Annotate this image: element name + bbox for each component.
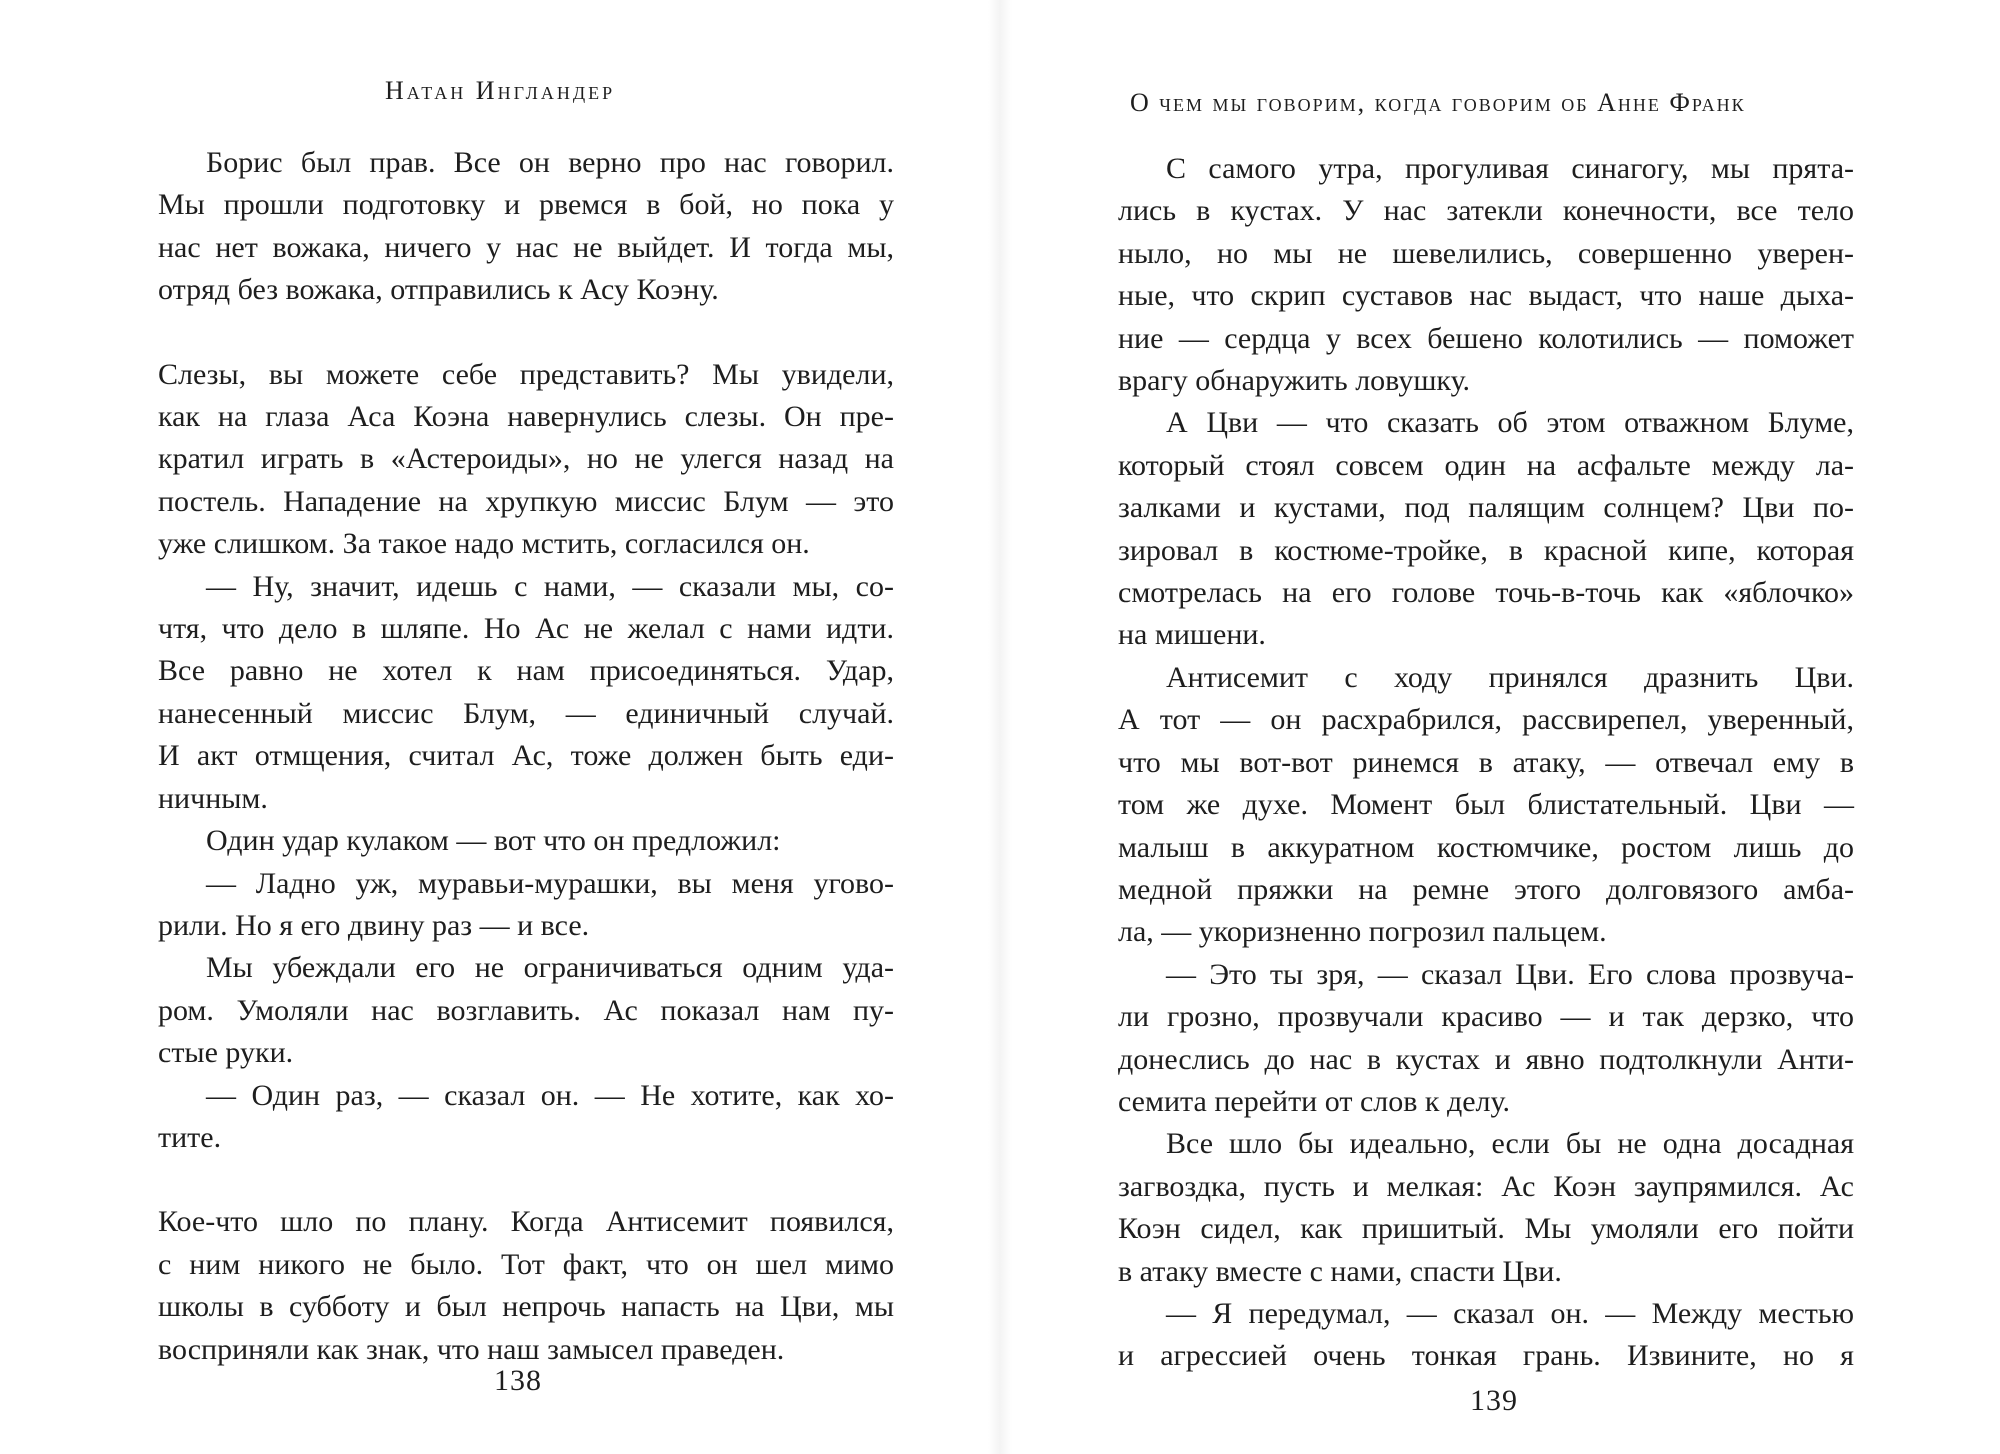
text-line: отряд без вожака, отправились к Асу Коэну. (158, 273, 719, 307)
left-page-text (158, 142, 894, 1371)
text-line: Слезы, вы можете себе представить? Мы увидели, (158, 357, 894, 391)
book-gutter (988, 0, 1012, 1454)
text-line: тите. (158, 1120, 222, 1154)
text-line: загвоздка, пусть и мелкая: Ас Коэн заупрямился. Ас (1118, 1169, 1854, 1203)
text-line: том же духе. Момент был блистательный. Цви — (1118, 788, 1854, 822)
text-line: Мы прошли подготовку и рвемся в бой, но пока у (158, 188, 894, 222)
text-line: с ним никого не было. Тот факт, что он шел мимо (158, 1247, 894, 1281)
text-line: школы в субботу и был непрочь напасть на Цви, мы (158, 1290, 894, 1324)
text-line: залками и кустами, под палящим солнцем? Цви по- (1118, 491, 1854, 525)
text-line: в атаку вместе с нами, спасти Цви. (1118, 1254, 1562, 1288)
text-line: С самого утра, прогуливая синагогу, мы прята- (1166, 152, 1854, 185)
left-page-number: 138 (494, 1364, 542, 1397)
right-page-text (1118, 148, 1854, 1378)
text-line: и агрессией очень тонкая грань. Извините, но я (1118, 1339, 1854, 1373)
text-line: кратил играть в «Астероиды», но не улегся назад на (158, 442, 894, 476)
right-page-number: 139 (1470, 1384, 1518, 1417)
section-break (158, 312, 894, 354)
text-line: медной пряжки на ремне этого долговязого амба- (1118, 872, 1854, 906)
text-line: донеслись до нас в кустах и явно подтолкнули Анти- (1118, 1042, 1854, 1076)
text-line: И акт отмщения, считал Ас, тоже должен быть еди- (158, 739, 894, 773)
text-line: лись в кустах. У нас затекли конечности, все тело (1118, 194, 1854, 228)
text-line: семита перейти от слов к делу. (1118, 1084, 1511, 1118)
text-line: ние — сердца у всех бешено колотились — поможет (1118, 321, 1854, 355)
text-line: Борис был прав. Все он верно про нас говорил. (206, 146, 894, 179)
text-line: нас нет вожака, ничего у нас не выйдет. И тогда мы, (158, 230, 894, 264)
text-line: нанесенный миссис Блум, — единичный случай. (158, 696, 894, 730)
text-line: ром. Умоляли нас возглавить. Ас показал нам пу- (158, 993, 894, 1027)
text-line: который стоял совсем один на асфальте между ла- (1118, 448, 1854, 482)
text-line: чтя, что дело в шляпе. Но Ас не желал с нами идти. (158, 612, 894, 646)
text-line: стые руки. (158, 1036, 294, 1070)
text-line: Антисемит с ходу принялся дразнить Цви. (1166, 660, 1854, 694)
text-line: — Ладно уж, муравьи-мурашки, вы меня угово- (206, 866, 894, 900)
text-line: Все равно не хотел к нам присоединяться. Удар, (158, 654, 894, 688)
text-line: восприняли как знак, что наш замысел праведен. (158, 1332, 785, 1366)
section-break (158, 1159, 894, 1201)
text-line: Мы убеждали его не ограничиваться одним уда- (206, 951, 894, 985)
text-line: Кое-что шло по плану. Когда Антисемит появился, (158, 1205, 894, 1239)
text-line: зировал в костюме-тройке, в красной кипе, которая (1118, 533, 1854, 567)
text-line: на мишени. (1118, 618, 1266, 652)
text-line: — Ну, значит, идешь с нами, — сказали мы, со- (206, 569, 894, 603)
text-line: А Цви — что сказать об этом отважном Блуме, (1166, 406, 1854, 440)
text-line: ли грозно, прозвучали красиво — и так дерзко, что (1118, 1000, 1854, 1034)
text-line: что мы вот-вот ринемся в атаку, — отвечал ему в (1118, 745, 1854, 779)
text-line: Все шло бы идеально, если бы не одна досадная (1166, 1127, 1854, 1161)
text-line: Один удар кулаком — вот что он предложил: (206, 824, 781, 858)
text-line: Коэн сидел, как пришитый. Мы умоляли его пойти (1118, 1212, 1854, 1246)
text-line: постель. Нападение на хрупкую миссис Блум — это (158, 484, 894, 518)
text-line: врагу обнаружить ловушку. (1118, 364, 1471, 398)
text-line: ныло, но мы не шевелились, совершенно уверен- (1118, 236, 1854, 270)
text-line: — Один раз, — сказал он. — Не хотите, как хо- (206, 1078, 894, 1112)
text-line: смотрелась на его голове точь-в-точь как «яблочко» (1118, 576, 1854, 610)
text-line: — Это ты зря, — сказал Цви. Его слова прозвуча- (1166, 957, 1854, 991)
text-line: уже слишком. За такое надо мстить, согласился он. (158, 527, 810, 561)
text-line: как на глаза Аса Коэна навернулись слезы. Он пре- (158, 400, 894, 434)
left-running-head: Натан Ингландер (385, 76, 616, 105)
text-line: А тот — он расхрабрился, рассвирепел, уверенный, (1118, 703, 1854, 737)
text-line: малыш в аккуратном костюмчике, ростом лишь до (1118, 830, 1854, 864)
right-running-head: О чем мы говорим, когда говорим об Анне Франк (1130, 88, 1746, 117)
text-line: ные, что скрип суставов нас выдаст, что наше дыха- (1118, 279, 1854, 313)
text-line: — Я передумал, — сказал он. — Между местью (1166, 1296, 1854, 1330)
text-line: рили. Но я его двину раз — и все. (158, 908, 590, 942)
text-line: ничным. (158, 781, 268, 815)
text-line: ла, — укоризненно погрозил пальцем. (1118, 915, 1607, 949)
